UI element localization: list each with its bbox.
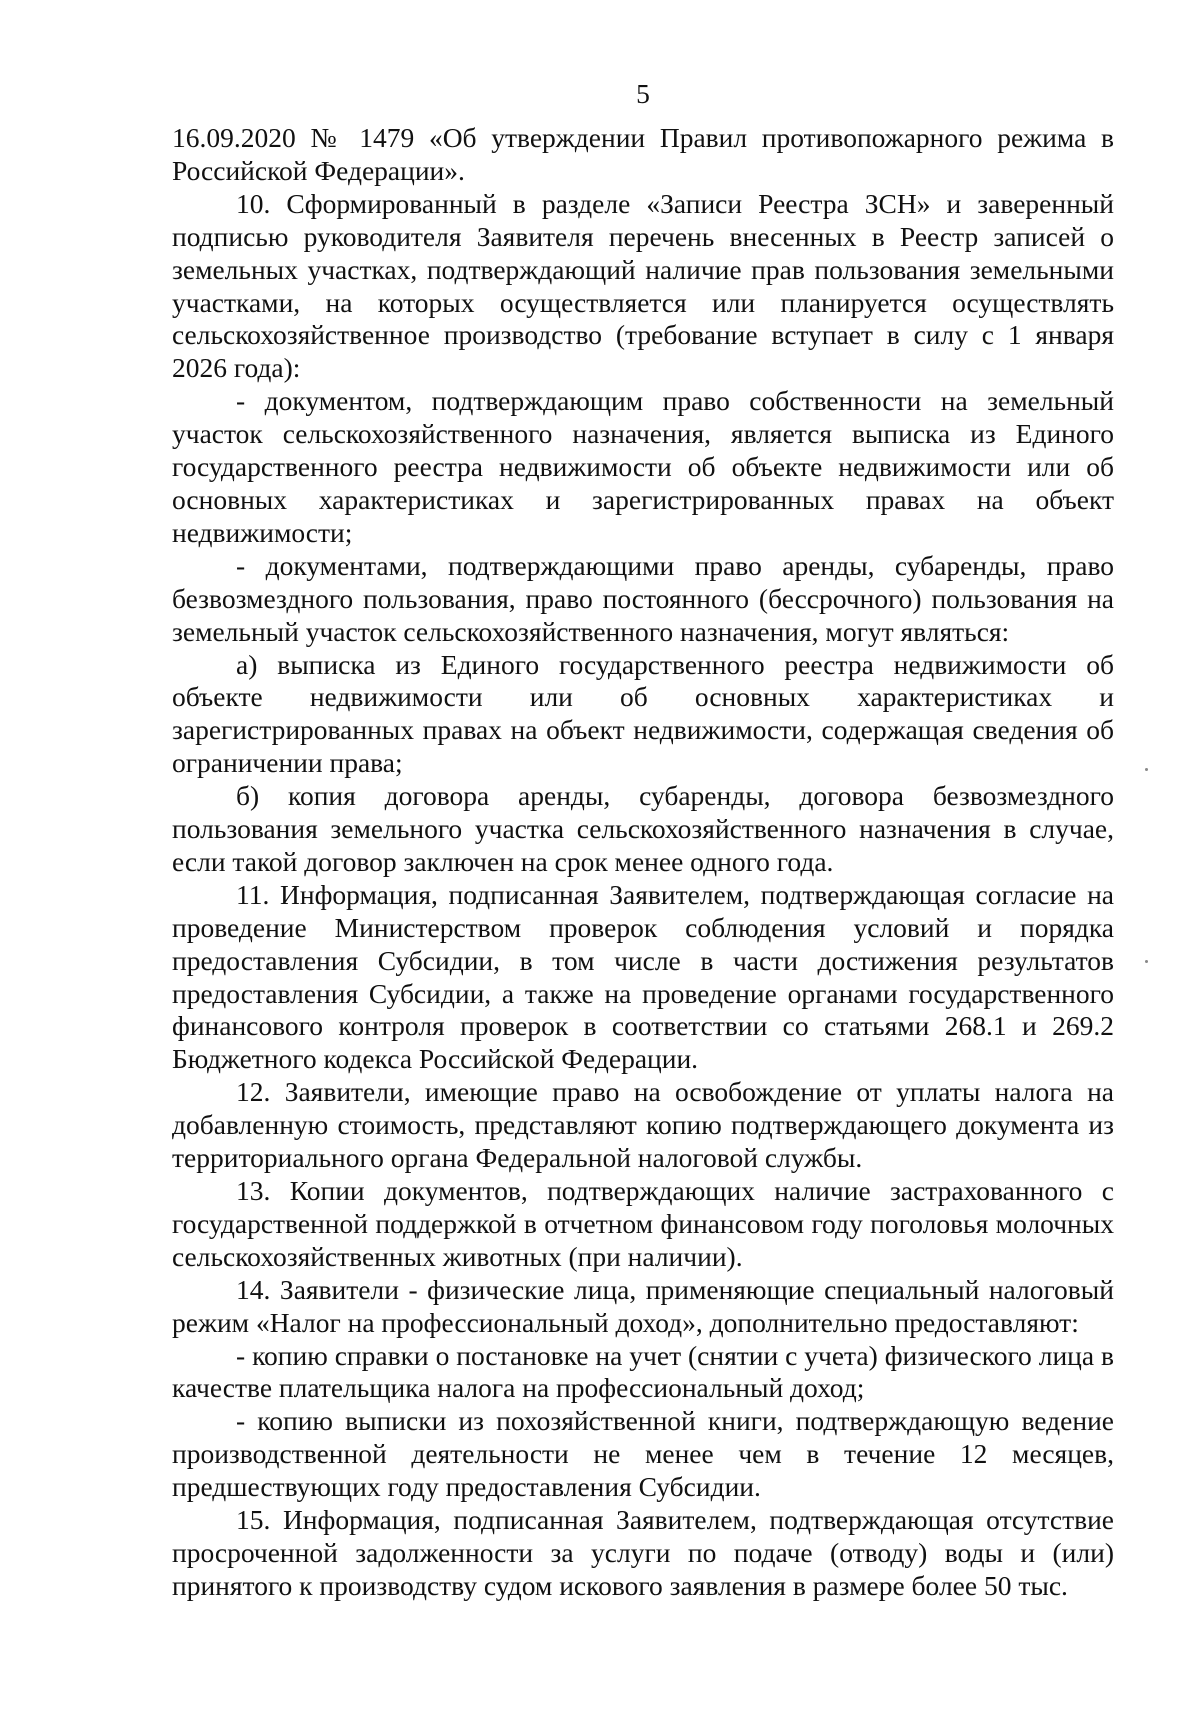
paragraph-lease-documents: - документами, подтверждающими право аренды, субаренды, право безвозмездного пользования, право постоянного (бессрочного) пользования на земельный участок сельскохозяйственного назначения, могут являться:: [172, 549, 1114, 647]
paragraph-item-10: 10. Сформированный в разделе «Записи Реестра ЗСН» и заверенный подписью руководителя Заявителя перечень внесенных в Реестр записей о земельных участках, подтверждающий наличие прав пользования земельными участками, на которых осуществляется или планируется осуществлять сельскохозяйственное производство (требование вступает в силу с 1 января 2026 года):: [172, 187, 1114, 384]
paragraph-household-book: - копию выписки из похозяйственной книги, подтверждающую ведение производственной деятельности не менее чем в течение 12 месяцев, предшествующих году предоставления Субсидии.: [172, 1405, 1114, 1503]
paragraph-item-12: 12. Заявители, имеющие право на освобождение от уплаты налога на добавленную стоимость, представляют копию подтверждающего документа из территориального органа Федеральной налоговой службы.: [172, 1076, 1114, 1174]
scan-speck: [1145, 960, 1148, 963]
paragraph-subitem-a: а) выписка из Единого государственного реестра недвижимости об объекте недвижимости или об основных характеристиках и зарегистрированных правах на объект недвижимости, содержащая сведения об ограничении права;: [172, 648, 1114, 779]
paragraph-subitem-b: б) копия договора аренды, субаренды, договора безвозмездного пользования земельного участка сельскохозяйственного назначения в случае, если такой договор заключен на срок менее одного года.: [172, 780, 1114, 877]
paragraph-item-11: 11. Информация, подписанная Заявителем, подтверждающая согласие на проведение Министерством проверок соблюдения условий и порядка предоставления Субсидии, в том числе в части достижения результатов предоставления Субсидии, а также на проведение органами государственного финансового контроля проверок в соответствии со статьями 268.1 и 269.2 Бюджетного кодекса Российской Федерации.: [172, 878, 1114, 1075]
paragraph-item-14: 14. Заявители - физические лица, применяющие специальный налоговый режим «Налог на профессиональный доход», дополнительно предоставляют:: [172, 1273, 1114, 1338]
paragraph-ownership-document: - документом, подтверждающим право собственности на земельный участок сельскохозяйственного назначения, является выписка из Единого государственного реестра недвижимости об объекте недвижимости или об основных характеристиках и зарегистрированных правах на объект недвижимости;: [172, 385, 1114, 548]
paragraph-continuation: 16.09.2020 № 1479 «Об утверждении Правил противопожарного режима в Российской Федерации».: [172, 122, 1114, 186]
page-number: 5: [636, 78, 650, 109]
paragraph-tax-certificate: - копию справки о постановке на учет (снятии с учета) физического лица в качестве плательщика налога на профессиональный доход;: [172, 1339, 1114, 1404]
scan-speck: [1145, 768, 1148, 771]
paragraph-item-13: 13. Копии документов, подтверждающих наличие застрахованного с государственной поддержкой в отчетном финансовом году поголовья молочных сельскохозяйственных животных (при наличии).: [172, 1175, 1114, 1272]
paragraph-item-15: 15. Информация, подписанная Заявителем, подтверждающая отсутствие просроченной задолженности за услуги по подаче (отводу) воды и (или) принятого к производству судом искового заявления в размере более 50 тыс.: [172, 1504, 1114, 1601]
